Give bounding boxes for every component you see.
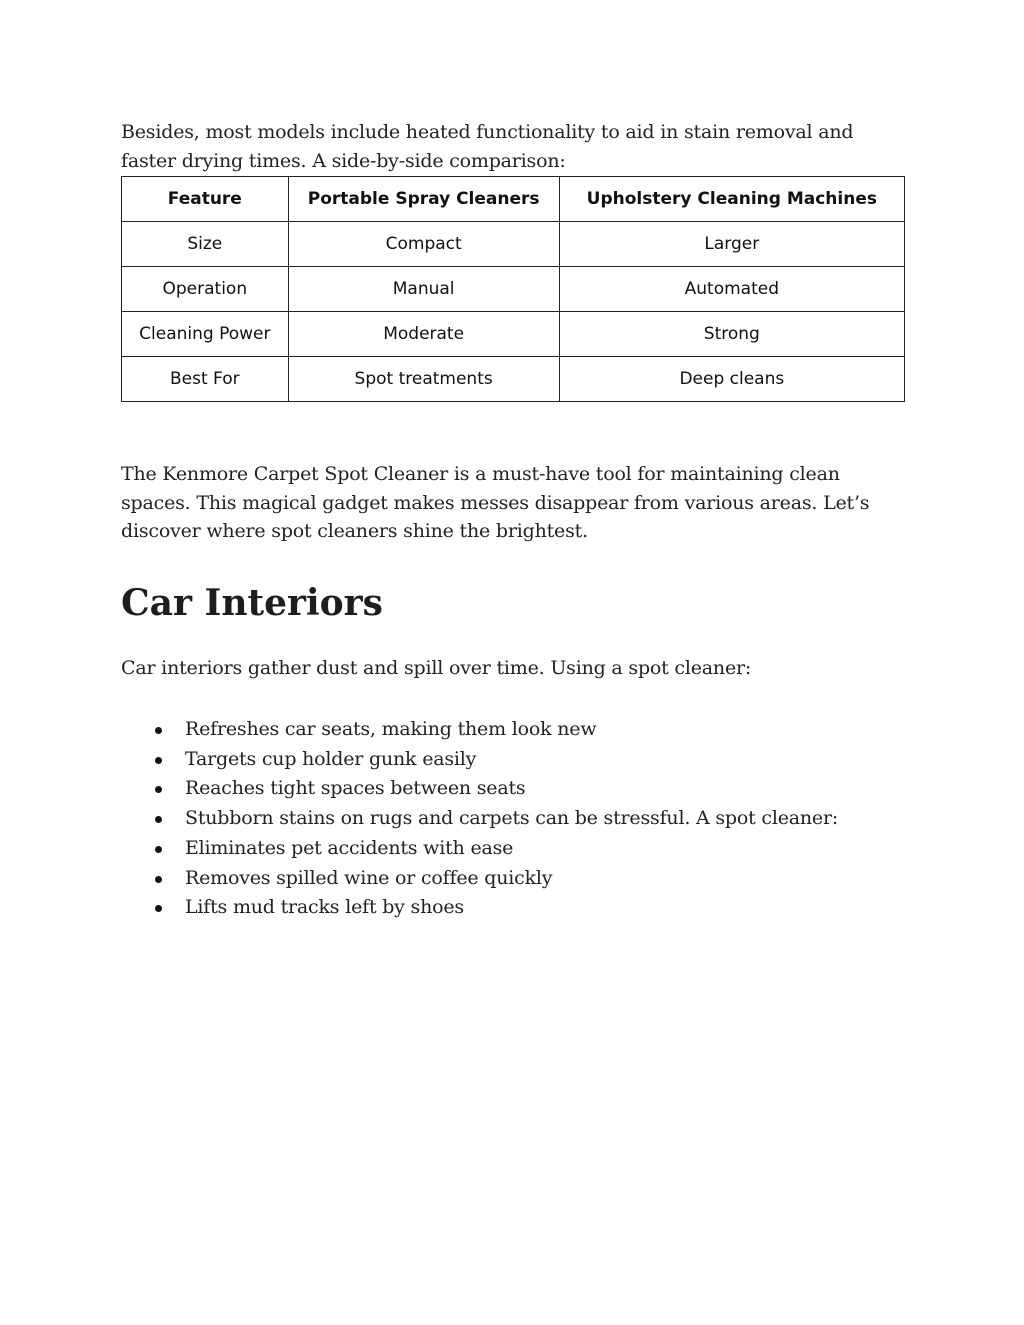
table-cell: Spot treatments: [288, 357, 559, 402]
table-cell: Moderate: [288, 312, 559, 357]
table-cell: Compact: [288, 222, 559, 267]
section-heading: Car Interiors: [121, 581, 383, 624]
list-item-text: Reaches tight spaces between seats: [185, 777, 526, 800]
bullet-list: [121, 715, 905, 923]
bullet-icon: [155, 757, 162, 764]
list-item: [121, 834, 905, 864]
table-cell: Manual: [288, 267, 559, 312]
table-row: [122, 222, 905, 267]
kenmore-paragraph: The Kenmore Carpet Spot Cleaner is a must-have tool for maintaining clean spaces. This magical gadget makes messes disappear from various areas. Let’s discover where spot cleaners shine the brightest.: [121, 463, 870, 542]
table-cell: Deep cleans: [559, 357, 904, 402]
table-header-cell: Feature: [122, 177, 289, 222]
table-cell: Operation: [122, 267, 289, 312]
table-header-row: [122, 177, 905, 222]
bullet-icon: [155, 786, 162, 793]
table-header-cell: Upholstery Cleaning Machines: [559, 177, 904, 222]
table-cell: Best For: [122, 357, 289, 402]
list-item-text: Removes spilled wine or coffee quickly: [185, 866, 553, 889]
list-item: [121, 864, 905, 894]
table-cell: Larger: [559, 222, 904, 267]
document-page: [121, 118, 905, 923]
table-cell: Size: [122, 222, 289, 267]
list-item-text: Eliminates pet accidents with ease: [185, 836, 514, 859]
bullet-icon: [155, 876, 162, 883]
table-cell: Strong: [559, 312, 904, 357]
list-item: [121, 715, 905, 745]
table-cell: Cleaning Power: [122, 312, 289, 357]
list-item: [121, 774, 905, 804]
list-item: [121, 804, 905, 834]
list-item-text: Stubborn stains on rugs and carpets can be stressful. A spot cleaner:: [185, 807, 839, 830]
table-row: [122, 312, 905, 357]
table-row: [122, 357, 905, 402]
list-item: [121, 893, 905, 923]
bullet-icon: [155, 816, 162, 823]
bullet-icon: [155, 905, 162, 912]
table-cell: Automated: [559, 267, 904, 312]
bullet-icon: [155, 727, 162, 734]
list-item: [121, 745, 905, 775]
list-item-text: Lifts mud tracks left by shoes: [185, 896, 464, 919]
comparison-table: [121, 176, 905, 402]
section-intro: Car interiors gather dust and spill over time. Using a spot cleaner:: [121, 656, 752, 679]
table-header-cell: Portable Spray Cleaners: [288, 177, 559, 222]
bullet-icon: [155, 846, 162, 853]
table-row: [122, 267, 905, 312]
list-item-text: Targets cup holder gunk easily: [185, 747, 477, 770]
list-item-text: Refreshes car seats, making them look new: [185, 718, 597, 740]
intro-paragraph: Besides, most models include heated functionality to aid in stain removal and faster drying times. A side-by-side comparison:: [121, 121, 854, 172]
